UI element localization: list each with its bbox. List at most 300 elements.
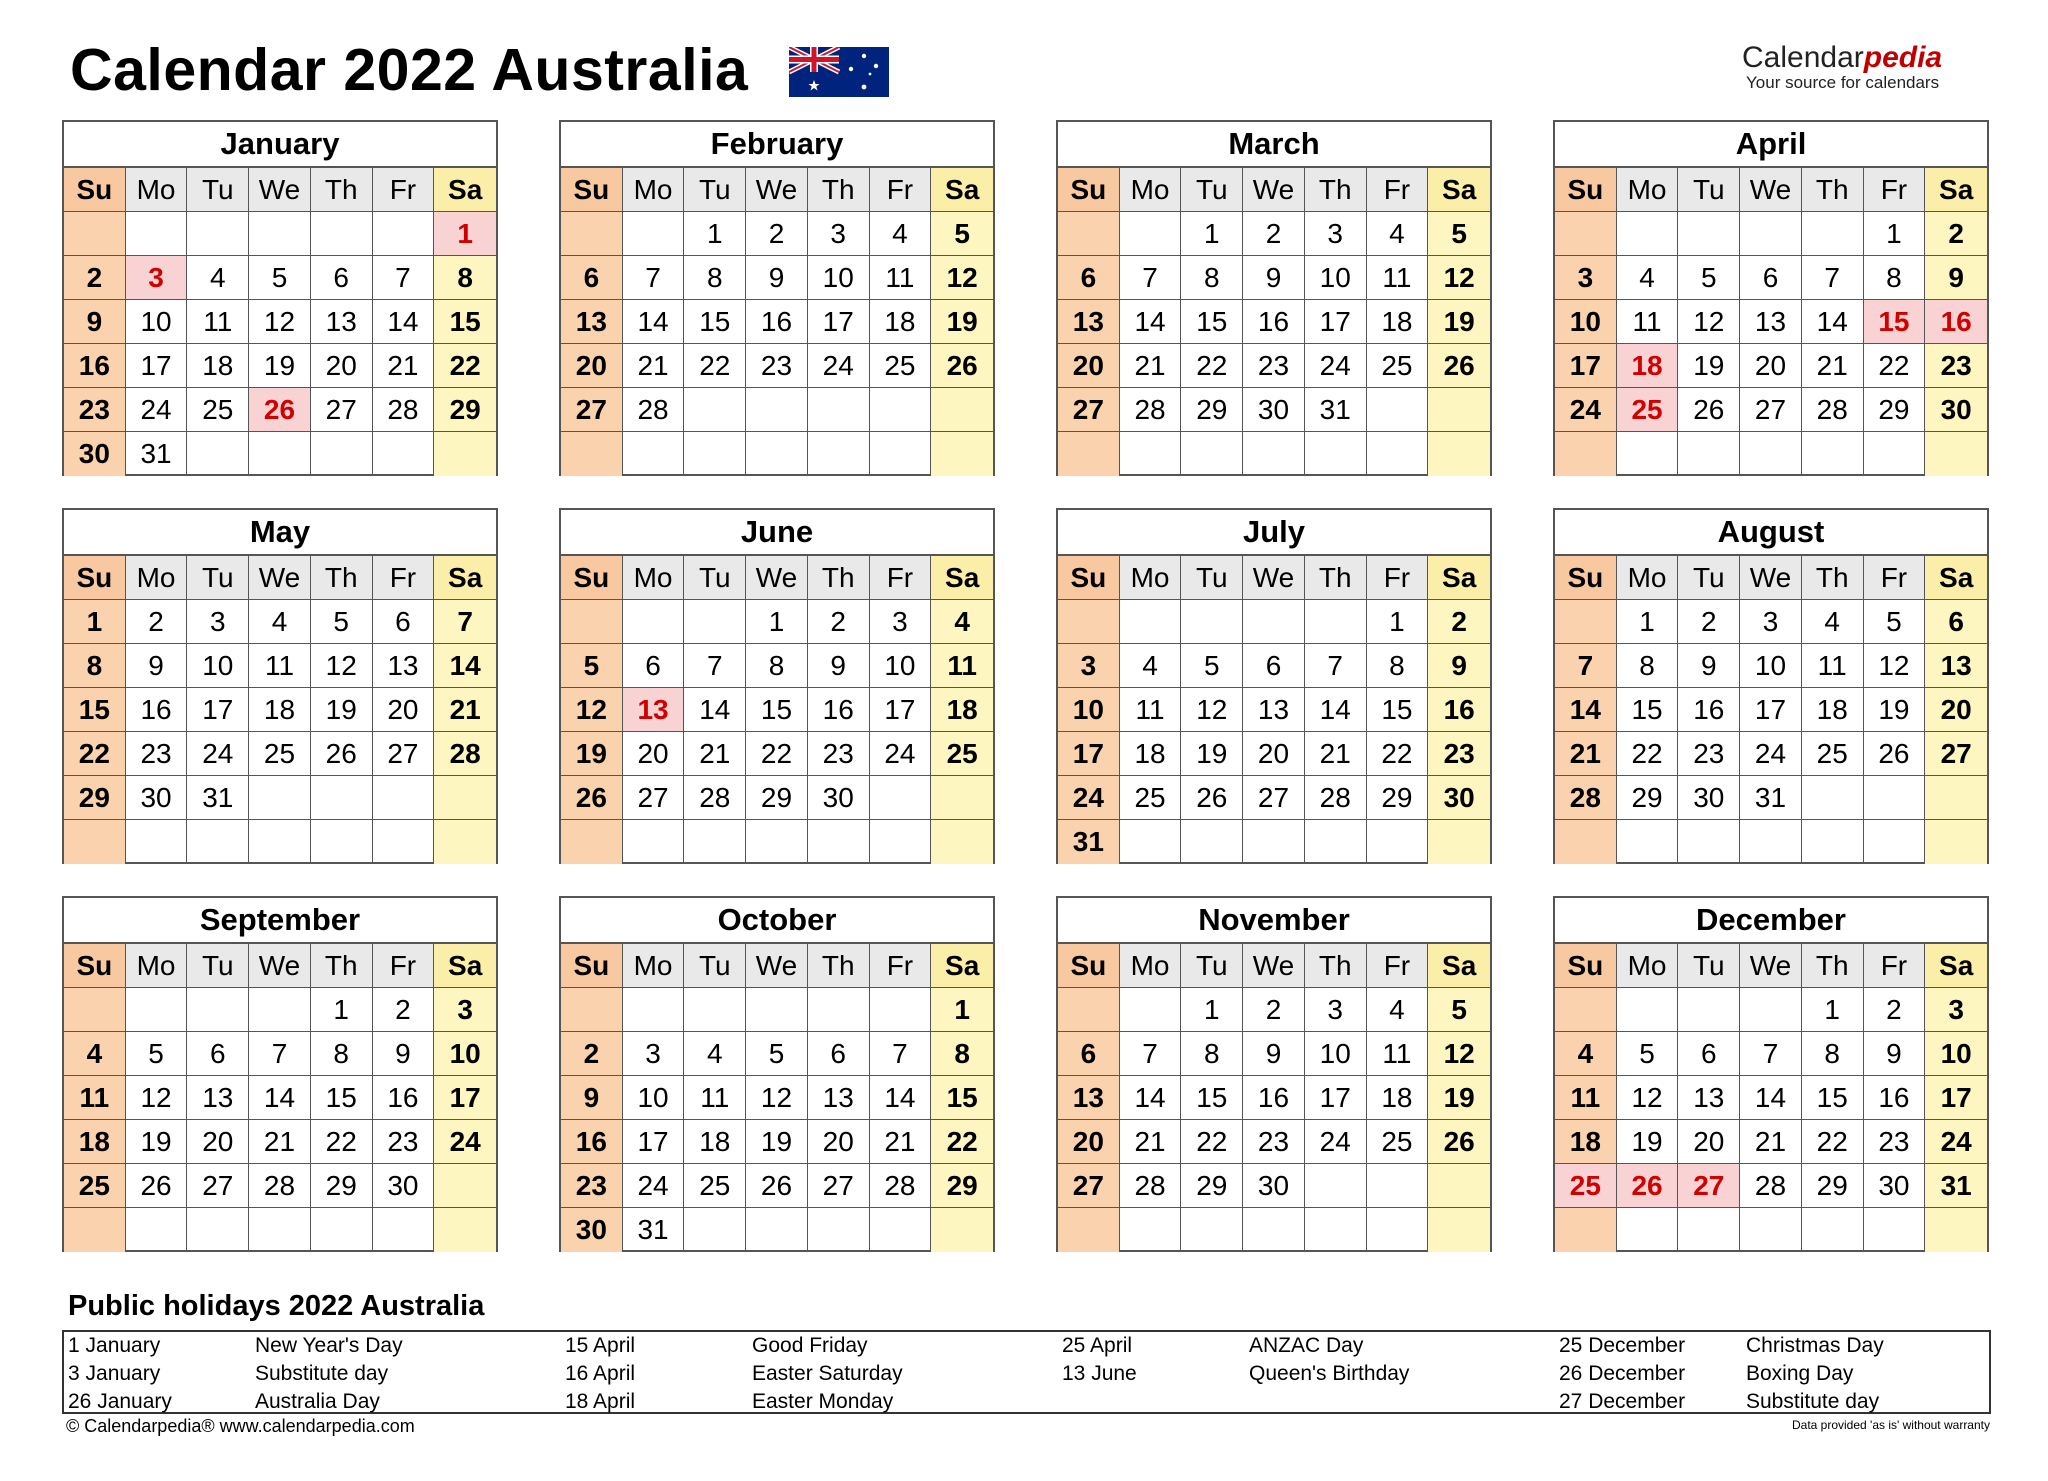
day-cell[interactable]: 21 <box>434 688 496 732</box>
day-cell[interactable]: 21 <box>684 732 746 776</box>
day-cell[interactable]: 30 <box>64 432 126 476</box>
day-cell[interactable]: 23 <box>1243 1120 1305 1164</box>
day-cell[interactable]: 29 <box>1367 776 1429 820</box>
day-cell[interactable]: 5 <box>746 1032 808 1076</box>
day-cell[interactable]: 26 <box>126 1164 188 1208</box>
day-cell[interactable]: 20 <box>623 732 685 776</box>
day-cell[interactable]: 18 <box>684 1120 746 1164</box>
day-cell[interactable]: 16 <box>1678 688 1740 732</box>
day-cell[interactable]: 11 <box>64 1076 126 1120</box>
day-cell[interactable]: 12 <box>311 644 373 688</box>
day-cell[interactable]: 7 <box>623 256 685 300</box>
day-cell[interactable]: 14 <box>1555 688 1617 732</box>
day-cell[interactable]: 25 <box>1367 1120 1429 1164</box>
day-cell[interactable]: 23 <box>1243 344 1305 388</box>
day-cell[interactable]: 23 <box>1925 344 1987 388</box>
day-cell[interactable]: 10 <box>870 644 932 688</box>
day-cell[interactable]: 16 <box>64 344 126 388</box>
day-cell[interactable]: 6 <box>373 600 435 644</box>
day-cell[interactable]: 14 <box>623 300 685 344</box>
day-cell[interactable]: 19 <box>1181 732 1243 776</box>
day-cell[interactable]: 10 <box>1925 1032 1987 1076</box>
day-cell[interactable]: 3 <box>434 988 496 1032</box>
day-cell[interactable]: 18 <box>1617 344 1679 388</box>
day-cell[interactable]: 9 <box>64 300 126 344</box>
day-cell[interactable]: 8 <box>1181 1032 1243 1076</box>
day-cell[interactable]: 31 <box>623 1208 685 1252</box>
day-cell[interactable]: 16 <box>1243 1076 1305 1120</box>
day-cell[interactable]: 28 <box>1555 776 1617 820</box>
day-cell[interactable]: 1 <box>64 600 126 644</box>
day-cell[interactable]: 16 <box>1925 300 1987 344</box>
day-cell[interactable]: 17 <box>1058 732 1120 776</box>
day-cell[interactable]: 2 <box>1243 212 1305 256</box>
day-cell[interactable]: 8 <box>1181 256 1243 300</box>
day-cell[interactable]: 24 <box>1555 388 1617 432</box>
day-cell[interactable]: 31 <box>1058 820 1120 864</box>
day-cell[interactable]: 2 <box>64 256 126 300</box>
day-cell[interactable]: 3 <box>1925 988 1987 1032</box>
day-cell[interactable]: 27 <box>561 388 623 432</box>
day-cell[interactable]: 5 <box>1428 212 1490 256</box>
day-cell[interactable]: 1 <box>1617 600 1679 644</box>
day-cell[interactable]: 23 <box>1678 732 1740 776</box>
day-cell[interactable]: 2 <box>1428 600 1490 644</box>
day-cell[interactable]: 30 <box>808 776 870 820</box>
day-cell[interactable]: 11 <box>1367 1032 1429 1076</box>
day-cell[interactable]: 6 <box>808 1032 870 1076</box>
day-cell[interactable]: 30 <box>1243 388 1305 432</box>
day-cell[interactable]: 4 <box>1367 988 1429 1032</box>
day-cell[interactable]: 24 <box>808 344 870 388</box>
day-cell[interactable]: 30 <box>1925 388 1987 432</box>
day-cell[interactable]: 19 <box>1428 1076 1490 1120</box>
day-cell[interactable]: 9 <box>1678 644 1740 688</box>
day-cell[interactable]: 10 <box>434 1032 496 1076</box>
day-cell[interactable]: 20 <box>1058 344 1120 388</box>
day-cell[interactable]: 28 <box>434 732 496 776</box>
day-cell[interactable]: 12 <box>1181 688 1243 732</box>
day-cell[interactable]: 26 <box>561 776 623 820</box>
day-cell[interactable]: 7 <box>1120 256 1182 300</box>
day-cell[interactable]: 8 <box>1864 256 1926 300</box>
day-cell[interactable]: 10 <box>1305 256 1367 300</box>
day-cell[interactable]: 18 <box>1367 300 1429 344</box>
day-cell[interactable]: 15 <box>684 300 746 344</box>
day-cell[interactable]: 24 <box>187 732 249 776</box>
day-cell[interactable]: 14 <box>1120 1076 1182 1120</box>
day-cell[interactable]: 7 <box>1802 256 1864 300</box>
day-cell[interactable]: 30 <box>1678 776 1740 820</box>
day-cell[interactable]: 22 <box>746 732 808 776</box>
day-cell[interactable]: 14 <box>1120 300 1182 344</box>
day-cell[interactable]: 19 <box>746 1120 808 1164</box>
day-cell[interactable]: 29 <box>434 388 496 432</box>
day-cell[interactable]: 7 <box>373 256 435 300</box>
day-cell[interactable]: 22 <box>434 344 496 388</box>
day-cell[interactable]: 10 <box>1555 300 1617 344</box>
day-cell[interactable]: 24 <box>1058 776 1120 820</box>
day-cell[interactable]: 19 <box>1678 344 1740 388</box>
day-cell[interactable]: 8 <box>311 1032 373 1076</box>
day-cell[interactable]: 28 <box>870 1164 932 1208</box>
brand-logo[interactable] <box>1742 42 1982 92</box>
day-cell[interactable]: 24 <box>1305 344 1367 388</box>
day-cell[interactable]: 6 <box>1058 256 1120 300</box>
day-cell[interactable]: 26 <box>1428 1120 1490 1164</box>
day-cell[interactable]: 9 <box>746 256 808 300</box>
day-cell[interactable]: 8 <box>1802 1032 1864 1076</box>
day-cell[interactable]: 31 <box>187 776 249 820</box>
day-cell[interactable]: 26 <box>1864 732 1926 776</box>
day-cell[interactable]: 7 <box>1740 1032 1802 1076</box>
day-cell[interactable]: 14 <box>373 300 435 344</box>
day-cell[interactable]: 1 <box>931 988 993 1032</box>
day-cell[interactable]: 18 <box>931 688 993 732</box>
day-cell[interactable]: 21 <box>623 344 685 388</box>
day-cell[interactable]: 7 <box>434 600 496 644</box>
day-cell[interactable]: 11 <box>1367 256 1429 300</box>
day-cell[interactable]: 1 <box>1802 988 1864 1032</box>
day-cell[interactable]: 16 <box>808 688 870 732</box>
day-cell[interactable]: 8 <box>1617 644 1679 688</box>
day-cell[interactable]: 17 <box>434 1076 496 1120</box>
day-cell[interactable]: 8 <box>64 644 126 688</box>
day-cell[interactable]: 20 <box>561 344 623 388</box>
day-cell[interactable]: 30 <box>373 1164 435 1208</box>
day-cell[interactable]: 24 <box>1305 1120 1367 1164</box>
day-cell[interactable]: 12 <box>1428 256 1490 300</box>
day-cell[interactable]: 27 <box>1058 388 1120 432</box>
day-cell[interactable]: 25 <box>187 388 249 432</box>
day-cell[interactable]: 1 <box>1864 212 1926 256</box>
day-cell[interactable]: 22 <box>1367 732 1429 776</box>
day-cell[interactable]: 28 <box>1120 1164 1182 1208</box>
day-cell[interactable]: 10 <box>1740 644 1802 688</box>
day-cell[interactable]: 2 <box>1678 600 1740 644</box>
day-cell[interactable]: 28 <box>1802 388 1864 432</box>
day-cell[interactable]: 2 <box>373 988 435 1032</box>
day-cell[interactable]: 13 <box>1740 300 1802 344</box>
day-cell[interactable]: 6 <box>561 256 623 300</box>
day-cell[interactable]: 15 <box>1864 300 1926 344</box>
day-cell[interactable]: 23 <box>1428 732 1490 776</box>
day-cell[interactable]: 4 <box>187 256 249 300</box>
day-cell[interactable]: 19 <box>249 344 311 388</box>
day-cell[interactable]: 19 <box>1864 688 1926 732</box>
day-cell[interactable]: 22 <box>684 344 746 388</box>
day-cell[interactable]: 20 <box>373 688 435 732</box>
day-cell[interactable]: 3 <box>1740 600 1802 644</box>
day-cell[interactable]: 16 <box>746 300 808 344</box>
day-cell[interactable]: 15 <box>1181 1076 1243 1120</box>
day-cell[interactable]: 13 <box>1925 644 1987 688</box>
day-cell[interactable]: 29 <box>1802 1164 1864 1208</box>
day-cell[interactable]: 31 <box>1925 1164 1987 1208</box>
day-cell[interactable]: 9 <box>1428 644 1490 688</box>
day-cell[interactable]: 9 <box>1925 256 1987 300</box>
day-cell[interactable]: 4 <box>870 212 932 256</box>
day-cell[interactable]: 4 <box>684 1032 746 1076</box>
day-cell[interactable]: 11 <box>187 300 249 344</box>
day-cell[interactable]: 12 <box>126 1076 188 1120</box>
day-cell[interactable]: 28 <box>684 776 746 820</box>
day-cell[interactable]: 25 <box>1120 776 1182 820</box>
day-cell[interactable]: 5 <box>1617 1032 1679 1076</box>
day-cell[interactable]: 25 <box>870 344 932 388</box>
day-cell[interactable]: 23 <box>126 732 188 776</box>
day-cell[interactable]: 20 <box>808 1120 870 1164</box>
day-cell[interactable]: 16 <box>373 1076 435 1120</box>
day-cell[interactable]: 19 <box>1428 300 1490 344</box>
day-cell[interactable]: 30 <box>1243 1164 1305 1208</box>
day-cell[interactable]: 7 <box>249 1032 311 1076</box>
day-cell[interactable]: 12 <box>249 300 311 344</box>
day-cell[interactable]: 23 <box>561 1164 623 1208</box>
day-cell[interactable]: 19 <box>561 732 623 776</box>
day-cell[interactable]: 24 <box>1740 732 1802 776</box>
day-cell[interactable]: 11 <box>249 644 311 688</box>
day-cell[interactable]: 8 <box>1367 644 1429 688</box>
day-cell[interactable]: 8 <box>434 256 496 300</box>
day-cell[interactable]: 4 <box>64 1032 126 1076</box>
day-cell[interactable]: 17 <box>1305 300 1367 344</box>
day-cell[interactable]: 29 <box>1617 776 1679 820</box>
day-cell[interactable]: 29 <box>1181 388 1243 432</box>
day-cell[interactable]: 1 <box>1181 988 1243 1032</box>
day-cell[interactable]: 5 <box>1181 644 1243 688</box>
day-cell[interactable]: 15 <box>931 1076 993 1120</box>
day-cell[interactable]: 12 <box>1864 644 1926 688</box>
day-cell[interactable]: 14 <box>1802 300 1864 344</box>
day-cell[interactable]: 11 <box>931 644 993 688</box>
day-cell[interactable]: 12 <box>746 1076 808 1120</box>
day-cell[interactable]: 26 <box>931 344 993 388</box>
day-cell[interactable]: 1 <box>1181 212 1243 256</box>
day-cell[interactable]: 9 <box>126 644 188 688</box>
day-cell[interactable]: 20 <box>311 344 373 388</box>
day-cell[interactable]: 22 <box>311 1120 373 1164</box>
day-cell[interactable]: 3 <box>808 212 870 256</box>
day-cell[interactable]: 6 <box>1740 256 1802 300</box>
day-cell[interactable]: 20 <box>1243 732 1305 776</box>
day-cell[interactable]: 3 <box>1305 988 1367 1032</box>
day-cell[interactable]: 14 <box>1740 1076 1802 1120</box>
day-cell[interactable]: 17 <box>1925 1076 1987 1120</box>
day-cell[interactable]: 7 <box>1120 1032 1182 1076</box>
day-cell[interactable]: 15 <box>1367 688 1429 732</box>
day-cell[interactable]: 27 <box>623 776 685 820</box>
day-cell[interactable]: 17 <box>623 1120 685 1164</box>
day-cell[interactable]: 23 <box>373 1120 435 1164</box>
day-cell[interactable]: 30 <box>561 1208 623 1252</box>
day-cell[interactable]: 1 <box>1367 600 1429 644</box>
day-cell[interactable]: 17 <box>1305 1076 1367 1120</box>
day-cell[interactable]: 13 <box>373 644 435 688</box>
day-cell[interactable]: 17 <box>870 688 932 732</box>
day-cell[interactable]: 2 <box>1925 212 1987 256</box>
day-cell[interactable]: 30 <box>1864 1164 1926 1208</box>
day-cell[interactable]: 22 <box>64 732 126 776</box>
day-cell[interactable]: 4 <box>1802 600 1864 644</box>
day-cell[interactable]: 12 <box>561 688 623 732</box>
day-cell[interactable]: 3 <box>126 256 188 300</box>
day-cell[interactable]: 19 <box>931 300 993 344</box>
day-cell[interactable]: 27 <box>1925 732 1987 776</box>
day-cell[interactable]: 3 <box>1555 256 1617 300</box>
day-cell[interactable]: 22 <box>1181 344 1243 388</box>
day-cell[interactable]: 30 <box>126 776 188 820</box>
day-cell[interactable]: 29 <box>931 1164 993 1208</box>
day-cell[interactable]: 23 <box>1864 1120 1926 1164</box>
day-cell[interactable]: 21 <box>1740 1120 1802 1164</box>
day-cell[interactable]: 21 <box>249 1120 311 1164</box>
day-cell[interactable]: 5 <box>249 256 311 300</box>
day-cell[interactable]: 4 <box>1617 256 1679 300</box>
day-cell[interactable]: 20 <box>187 1120 249 1164</box>
day-cell[interactable]: 3 <box>623 1032 685 1076</box>
day-cell[interactable]: 25 <box>931 732 993 776</box>
day-cell[interactable]: 11 <box>1802 644 1864 688</box>
day-cell[interactable]: 25 <box>1367 344 1429 388</box>
day-cell[interactable]: 13 <box>1243 688 1305 732</box>
day-cell[interactable]: 28 <box>623 388 685 432</box>
day-cell[interactable]: 26 <box>1181 776 1243 820</box>
day-cell[interactable]: 21 <box>1555 732 1617 776</box>
day-cell[interactable]: 15 <box>1181 300 1243 344</box>
day-cell[interactable]: 6 <box>1678 1032 1740 1076</box>
day-cell[interactable]: 2 <box>1864 988 1926 1032</box>
day-cell[interactable]: 26 <box>746 1164 808 1208</box>
day-cell[interactable]: 22 <box>1802 1120 1864 1164</box>
day-cell[interactable]: 10 <box>1058 688 1120 732</box>
day-cell[interactable]: 14 <box>434 644 496 688</box>
day-cell[interactable]: 24 <box>1925 1120 1987 1164</box>
day-cell[interactable]: 20 <box>1925 688 1987 732</box>
day-cell[interactable]: 22 <box>931 1120 993 1164</box>
day-cell[interactable]: 6 <box>1243 644 1305 688</box>
day-cell[interactable]: 13 <box>1058 300 1120 344</box>
day-cell[interactable]: 19 <box>1617 1120 1679 1164</box>
day-cell[interactable]: 14 <box>249 1076 311 1120</box>
day-cell[interactable]: 5 <box>1678 256 1740 300</box>
day-cell[interactable]: 5 <box>931 212 993 256</box>
day-cell[interactable]: 13 <box>561 300 623 344</box>
day-cell[interactable]: 17 <box>126 344 188 388</box>
day-cell[interactable]: 21 <box>373 344 435 388</box>
day-cell[interactable]: 26 <box>1617 1164 1679 1208</box>
day-cell[interactable]: 19 <box>126 1120 188 1164</box>
day-cell[interactable]: 19 <box>311 688 373 732</box>
day-cell[interactable]: 26 <box>249 388 311 432</box>
day-cell[interactable]: 27 <box>373 732 435 776</box>
day-cell[interactable]: 12 <box>1678 300 1740 344</box>
day-cell[interactable]: 17 <box>1740 688 1802 732</box>
day-cell[interactable]: 16 <box>561 1120 623 1164</box>
day-cell[interactable]: 31 <box>126 432 188 476</box>
day-cell[interactable]: 13 <box>1678 1076 1740 1120</box>
day-cell[interactable]: 6 <box>187 1032 249 1076</box>
day-cell[interactable]: 10 <box>808 256 870 300</box>
day-cell[interactable]: 7 <box>684 644 746 688</box>
day-cell[interactable]: 13 <box>311 300 373 344</box>
day-cell[interactable]: 26 <box>1678 388 1740 432</box>
day-cell[interactable]: 28 <box>1305 776 1367 820</box>
day-cell[interactable]: 4 <box>931 600 993 644</box>
day-cell[interactable]: 8 <box>931 1032 993 1076</box>
day-cell[interactable]: 28 <box>373 388 435 432</box>
day-cell[interactable]: 11 <box>870 256 932 300</box>
day-cell[interactable]: 21 <box>1120 344 1182 388</box>
day-cell[interactable]: 14 <box>684 688 746 732</box>
day-cell[interactable]: 18 <box>1120 732 1182 776</box>
day-cell[interactable]: 3 <box>1305 212 1367 256</box>
day-cell[interactable]: 29 <box>1864 388 1926 432</box>
day-cell[interactable]: 25 <box>1617 388 1679 432</box>
day-cell[interactable]: 29 <box>1181 1164 1243 1208</box>
day-cell[interactable]: 24 <box>126 388 188 432</box>
day-cell[interactable]: 13 <box>187 1076 249 1120</box>
day-cell[interactable]: 22 <box>1181 1120 1243 1164</box>
day-cell[interactable]: 18 <box>1367 1076 1429 1120</box>
day-cell[interactable]: 27 <box>1740 388 1802 432</box>
day-cell[interactable]: 1 <box>684 212 746 256</box>
day-cell[interactable]: 5 <box>126 1032 188 1076</box>
day-cell[interactable]: 25 <box>1802 732 1864 776</box>
day-cell[interactable]: 7 <box>870 1032 932 1076</box>
day-cell[interactable]: 31 <box>1305 388 1367 432</box>
day-cell[interactable]: 6 <box>1058 1032 1120 1076</box>
day-cell[interactable]: 15 <box>746 688 808 732</box>
day-cell[interactable]: 21 <box>1120 1120 1182 1164</box>
day-cell[interactable]: 18 <box>870 300 932 344</box>
day-cell[interactable]: 27 <box>1058 1164 1120 1208</box>
day-cell[interactable]: 27 <box>311 388 373 432</box>
day-cell[interactable]: 17 <box>187 688 249 732</box>
day-cell[interactable]: 26 <box>311 732 373 776</box>
day-cell[interactable]: 27 <box>187 1164 249 1208</box>
day-cell[interactable]: 20 <box>1058 1120 1120 1164</box>
day-cell[interactable]: 5 <box>561 644 623 688</box>
day-cell[interactable]: 1 <box>434 212 496 256</box>
day-cell[interactable]: 17 <box>808 300 870 344</box>
day-cell[interactable]: 23 <box>808 732 870 776</box>
day-cell[interactable]: 13 <box>1058 1076 1120 1120</box>
day-cell[interactable]: 10 <box>126 300 188 344</box>
day-cell[interactable]: 8 <box>746 644 808 688</box>
day-cell[interactable]: 13 <box>808 1076 870 1120</box>
day-cell[interactable]: 2 <box>126 600 188 644</box>
day-cell[interactable]: 6 <box>1925 600 1987 644</box>
day-cell[interactable]: 15 <box>1802 1076 1864 1120</box>
day-cell[interactable]: 18 <box>64 1120 126 1164</box>
day-cell[interactable]: 2 <box>1243 988 1305 1032</box>
day-cell[interactable]: 28 <box>249 1164 311 1208</box>
day-cell[interactable]: 8 <box>684 256 746 300</box>
day-cell[interactable]: 9 <box>808 644 870 688</box>
day-cell[interactable]: 23 <box>746 344 808 388</box>
day-cell[interactable]: 18 <box>187 344 249 388</box>
day-cell[interactable]: 17 <box>1555 344 1617 388</box>
day-cell[interactable]: 21 <box>870 1120 932 1164</box>
day-cell[interactable]: 11 <box>1617 300 1679 344</box>
day-cell[interactable]: 2 <box>746 212 808 256</box>
day-cell[interactable]: 15 <box>434 300 496 344</box>
day-cell[interactable]: 25 <box>684 1164 746 1208</box>
day-cell[interactable]: 7 <box>1305 644 1367 688</box>
day-cell[interactable]: 27 <box>808 1164 870 1208</box>
day-cell[interactable]: 15 <box>311 1076 373 1120</box>
